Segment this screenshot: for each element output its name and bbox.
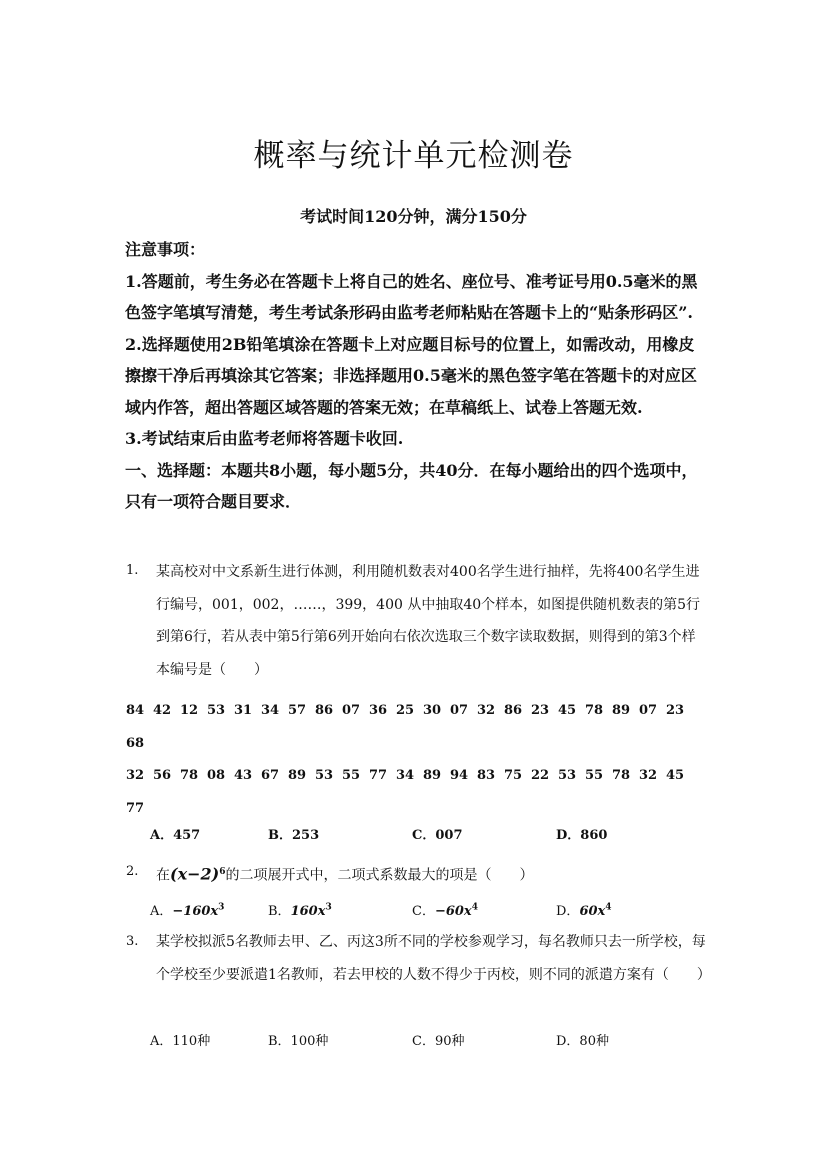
question-text-post: 的二项展开式中，二项式系数最大的项是（ ）: [225, 867, 534, 884]
option-c: [412, 900, 478, 919]
question-number: 3.: [126, 934, 139, 949]
math-expression: (x−2): [170, 864, 220, 884]
question-text: 某学校拟派5名教师去甲、乙、丙这3所不同的学校参观学习，每名教师只去一所学校，每个学校至少要派遣1名教师，若去甲校的人数不得少于丙校，则不同的派遣方案有（ ）: [156, 934, 711, 983]
option-power: 3: [218, 902, 225, 913]
option-c: C．90种: [412, 1034, 465, 1049]
random-number: 68: [126, 736, 145, 751]
question-number: 1.: [126, 563, 139, 578]
random-number: 89: [288, 768, 307, 783]
note-item: 3.考试结束后由监考老师将答题卡收回.: [125, 429, 404, 448]
option-power: 4: [605, 902, 612, 913]
option-label: D．: [556, 904, 580, 919]
random-number: 45: [666, 768, 685, 783]
random-number: 83: [477, 768, 496, 783]
random-number: 34: [261, 703, 280, 718]
question-text: [156, 856, 706, 892]
random-number: 30: [423, 703, 442, 718]
option-expr: 60x: [579, 904, 606, 919]
random-number: 08: [207, 768, 226, 783]
random-table-row5: [126, 694, 716, 760]
random-number: 78: [612, 768, 631, 783]
random-number: 78: [585, 703, 604, 718]
random-number: 32: [639, 768, 658, 783]
option-label: A．: [150, 904, 173, 919]
random-number: 53: [315, 768, 334, 783]
random-number: 67: [261, 768, 280, 783]
random-number: 75: [504, 768, 523, 783]
option-a: A．110种: [150, 1034, 211, 1049]
random-number: 25: [396, 703, 415, 718]
random-number: 77: [369, 768, 388, 783]
random-number: 55: [585, 768, 604, 783]
option-b: B．253: [268, 828, 320, 843]
random-number: 55: [342, 768, 361, 783]
math-exponent: 6: [219, 867, 226, 877]
option-power: 3: [325, 902, 332, 913]
random-number: 53: [207, 703, 226, 718]
option-expr: −160x: [172, 904, 219, 919]
question-text-pre: 在: [156, 867, 170, 884]
random-number: 43: [234, 768, 253, 783]
notes-block: [125, 234, 705, 518]
random-number: 07: [450, 703, 469, 718]
random-number: 07: [639, 703, 658, 718]
page-title: 概率与统计单元检测卷: [253, 138, 574, 174]
option-label: B．: [268, 904, 291, 919]
random-number: 23: [666, 703, 685, 718]
random-number: 32: [126, 768, 145, 783]
option-a: A．457: [150, 828, 201, 843]
random-number: 45: [558, 703, 577, 718]
random-number: 53: [558, 768, 577, 783]
random-number: 57: [288, 703, 307, 718]
option-d: D．860: [556, 828, 608, 843]
option-a: [150, 900, 224, 919]
option-c: C．007: [412, 828, 463, 843]
random-number: 34: [396, 768, 415, 783]
random-number: 89: [612, 703, 631, 718]
question-number: 2.: [126, 864, 139, 879]
random-number: 84: [126, 703, 145, 718]
section-heading: 一、选择题：本题共8小题，每小题5分，共40分．在每小题给出的四个选项中，只有一项符合题目要求．: [125, 460, 698, 511]
option-b: B．100种: [268, 1034, 329, 1049]
random-number: 42: [153, 703, 172, 718]
option-d: D．80种: [556, 1034, 609, 1049]
option-b: [268, 900, 332, 919]
random-number: 56: [153, 768, 172, 783]
random-number: 78: [180, 768, 199, 783]
note-item: 1.答题前，考生务必在答题卡上将自己的姓名、座位号、准考证号用0.5毫米的黑色签字笔填写清楚，考生考试条形码由监考老师粘贴在答题卡上的“贴条形码区”.: [125, 271, 698, 322]
option-label: C．: [412, 904, 435, 919]
random-number: 86: [315, 703, 334, 718]
random-number: 22: [531, 768, 550, 783]
random-number: 77: [126, 801, 145, 816]
option-expr: 160x: [290, 904, 326, 919]
random-number: 07: [342, 703, 361, 718]
random-number: 94: [450, 768, 469, 783]
random-table-row6: [126, 759, 716, 825]
option-expr: −60x: [434, 904, 472, 919]
note-item: 2.选择题使用2B铅笔填涂在答题卡上对应题目标号的位置上，如需改动，用橡皮擦擦干净后再填涂其它答案；非选择题用0.5毫米的黑色签字笔在答题卡的对应区域内作答，超出答题区域答题的答案无效；在草稿纸上、试卷上答题无效.: [125, 334, 697, 417]
random-number: 32: [477, 703, 496, 718]
random-number: 36: [369, 703, 388, 718]
random-number: 12: [180, 703, 199, 718]
question-text: 某高校对中文系新生进行体测，利用随机数表对400名学生进行抽样，先将400名学生进行编号，001，002，……，399，400 从中抽取40个样本，如图提供随机数表的第5行到第6行，若从表中第5行第6列开始向右依次选取三个数字读取数据，则得到的第3个样本编号是（ ）: [156, 564, 701, 678]
random-number: 31: [234, 703, 253, 718]
random-number: 89: [423, 768, 442, 783]
random-number: 86: [504, 703, 523, 718]
exam-info: 考试时间120分钟，满分150分: [300, 207, 527, 226]
notes-heading: 注意事项：: [125, 240, 206, 259]
option-power: 4: [471, 902, 478, 913]
random-number: 23: [531, 703, 550, 718]
option-d: [556, 900, 612, 919]
